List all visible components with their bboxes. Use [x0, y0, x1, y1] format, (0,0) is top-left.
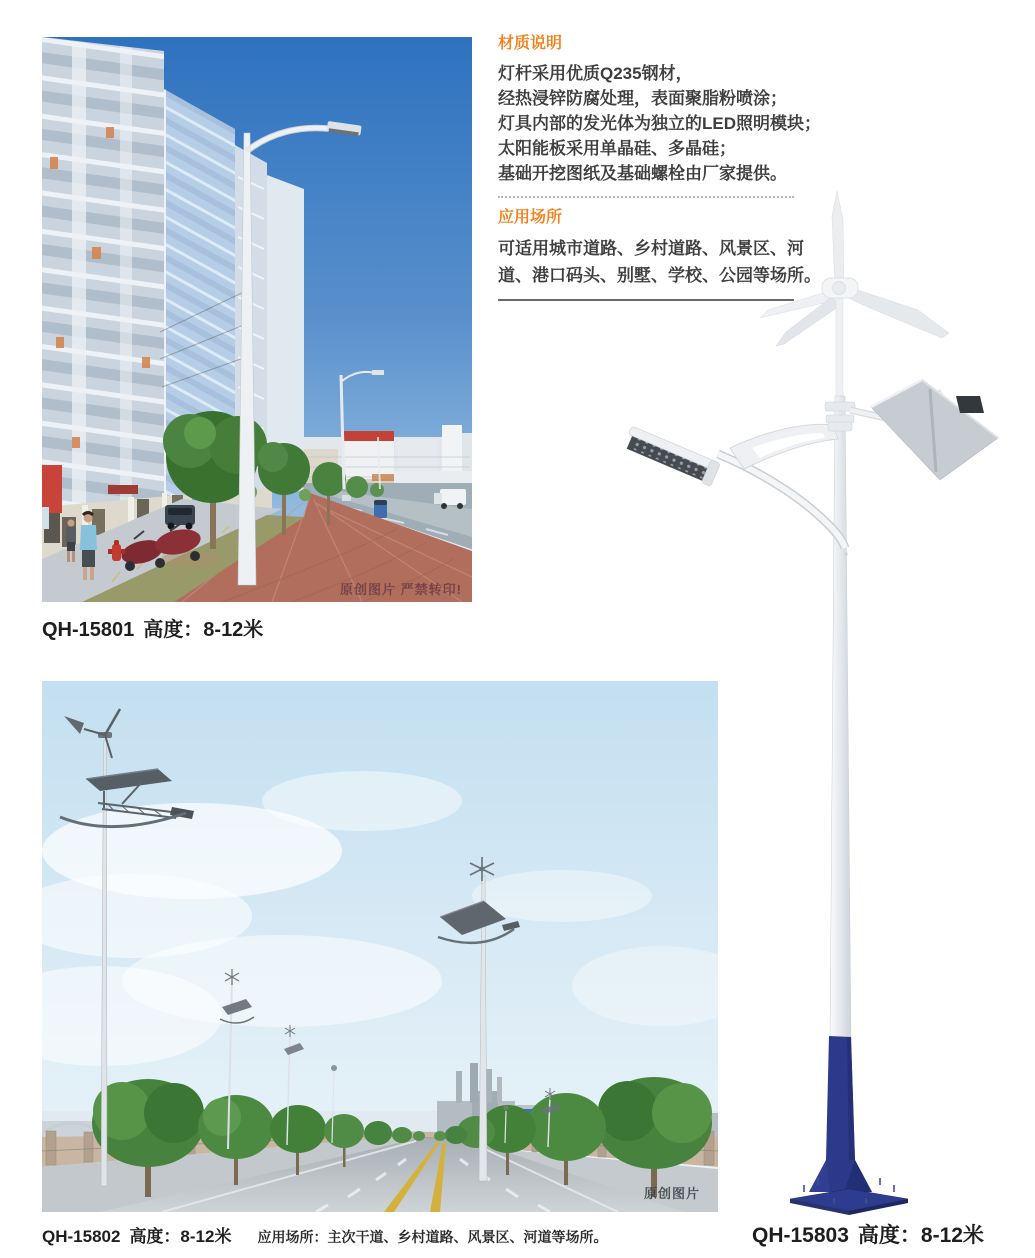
watermark-text: 原创图片 严禁转印! [340, 582, 462, 597]
material-line: 经热浸锌防腐处理，表面聚脂粉喷涂； [498, 89, 787, 108]
photo-street-scene-qh15801 [42, 37, 472, 602]
height-spec: 高度：8-12米 [143, 619, 264, 641]
wind-turbine [760, 191, 949, 398]
model-number: QH-15802 [42, 1227, 121, 1246]
material-line: 灯具内部的发光体为独立的LED照明模块； [498, 114, 821, 133]
watermark-text: 原创图片 [643, 1186, 700, 1201]
caption-qh-15802 [42, 1222, 607, 1247]
material-section-title: 材质说明 [498, 35, 563, 52]
application-note: 应用场所：主次干道、乡村道路、风景区、河道等场所。 [257, 1229, 608, 1245]
material-line: 灯杆采用优质Q235钢材， [498, 64, 693, 83]
height-spec: 高度：8-12米 [129, 1227, 232, 1246]
street-scene-illustration [42, 37, 472, 602]
application-line: 道、港口码头、别墅、学校、公园等场所。 [498, 266, 821, 285]
solar-panel [850, 380, 998, 480]
caption-qh-15801 [42, 613, 263, 642]
avenue-illustration [42, 681, 718, 1212]
light-pole [830, 396, 851, 1040]
photo-avenue-qh15802 [42, 681, 718, 1212]
caption-qh-15803 [752, 1219, 984, 1249]
led-lamp-head [622, 426, 720, 487]
material-line: 基础开挖图纸及基础螺栓由厂家提供。 [498, 164, 787, 183]
height-spec: 高度：8-12米 [857, 1224, 984, 1247]
model-number: QH-15801 [42, 619, 135, 641]
lamp-arm [718, 422, 852, 556]
application-line: 可适用城市道路、乡村道路、风景区、河 [498, 239, 804, 258]
pole-base [790, 1036, 908, 1215]
application-section-title: 应用场所 [498, 209, 563, 226]
model-number: QH-15803 [752, 1224, 849, 1247]
material-line: 太阳能板采用单晶硅、多晶硅； [498, 139, 736, 158]
